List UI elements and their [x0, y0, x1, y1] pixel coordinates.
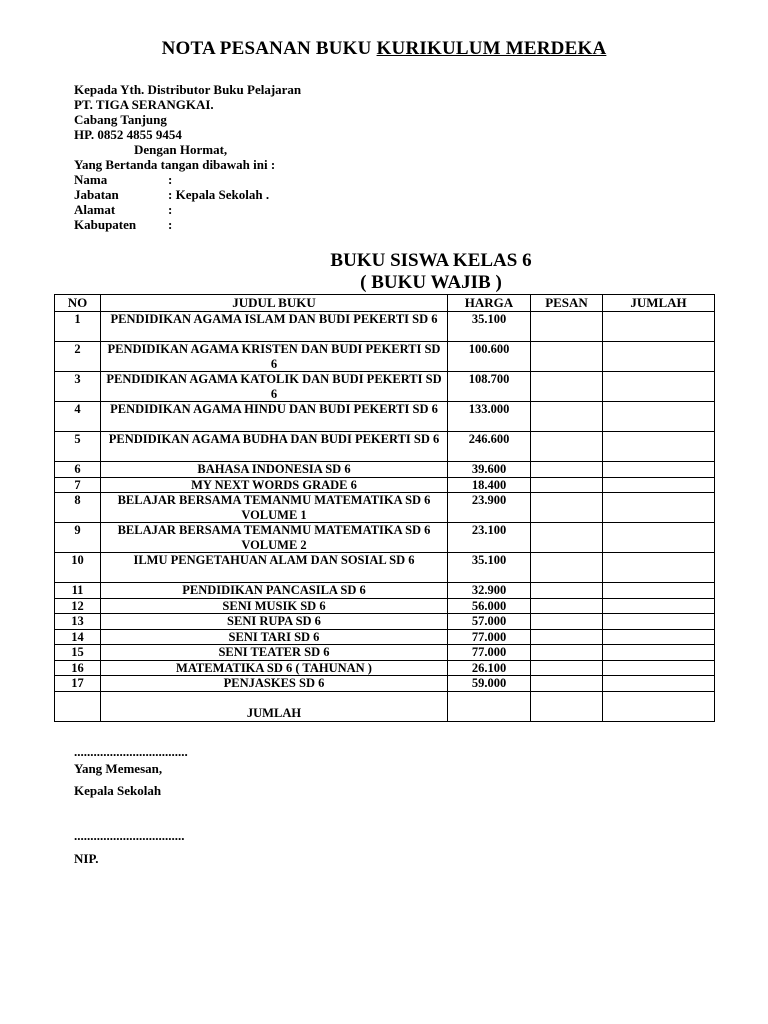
table-row: 17 PENJASKES SD 6 59.000: [55, 676, 715, 692]
amount-cell[interactable]: [603, 402, 715, 432]
table-row: 2 PENDIDIKAN AGAMA KRISTEN DAN BUDI PEKERTI SD 6 100.600: [55, 342, 715, 372]
order-cell[interactable]: [531, 598, 603, 614]
table-row: 1 PENDIDIKAN AGAMA ISLAM DAN BUDI PEKERTI SD 6 35.100: [55, 312, 715, 342]
total-row: [55, 691, 715, 721]
recipient-line: Kepada Yth. Distributor Buku Pelajaran: [74, 82, 302, 97]
order-cell[interactable]: [531, 645, 603, 661]
order-cell[interactable]: [531, 372, 603, 402]
amount-cell[interactable]: [603, 676, 715, 692]
header-no: NO: [55, 295, 101, 312]
table-row: 3 PENDIDIKAN AGAMA KATOLIK DAN BUDI PEKERTI SD 6 108.700: [55, 372, 715, 402]
branch-name: Cabang Tanjung: [74, 112, 167, 127]
order-cell[interactable]: [531, 493, 603, 523]
amount-cell[interactable]: [603, 645, 715, 661]
field-kabupaten: Kabupaten :: [74, 217, 173, 232]
amount-cell[interactable]: [603, 372, 715, 402]
table-row: 6 BAHASA INDONESIA SD 6 39.600: [55, 462, 715, 478]
field-jabatan: Jabatan : Kepala Sekolah .: [74, 187, 270, 202]
table-row: 9 BELAJAR BERSAMA TEMANMU MATEMATIKA SD 6 VOLUME 2 23.100: [55, 523, 715, 553]
header-title: JUDUL BUKU: [101, 295, 448, 312]
table-row: 10 ILMU PENGETAHUAN ALAM DAN SOSIAL SD 6 35.100: [55, 553, 715, 583]
order-cell[interactable]: [531, 553, 603, 583]
section-subtitle: ( BUKU WAJIB ): [360, 272, 502, 293]
header-price: HARGA: [448, 295, 531, 312]
intro-line: Yang Bertanda tangan dibawah ini :: [74, 157, 276, 172]
amount-cell[interactable]: [603, 629, 715, 645]
total-price-cell[interactable]: [448, 691, 531, 721]
table-row: 4 PENDIDIKAN AGAMA HINDU DAN BUDI PEKERTI SD 6 133.000: [55, 402, 715, 432]
section-heading: [0, 250, 768, 294]
order-cell[interactable]: [531, 312, 603, 342]
amount-cell[interactable]: [603, 523, 715, 553]
header-order: PESAN: [531, 295, 603, 312]
table-row: 8 BELAJAR BERSAMA TEMANMU MATEMATIKA SD 6 VOLUME 1 23.900: [55, 493, 715, 523]
header-amount: JUMLAH: [603, 295, 715, 312]
field-nama: Nama :: [74, 172, 173, 187]
order-cell[interactable]: [531, 614, 603, 630]
total-order-cell[interactable]: [531, 691, 603, 721]
amount-cell[interactable]: [603, 493, 715, 523]
order-cell[interactable]: [531, 629, 603, 645]
amount-cell[interactable]: [603, 462, 715, 478]
table-row: 16 MATEMATIKA SD 6 ( TAHUNAN ) 26.100: [55, 660, 715, 676]
date-line: ...................................: [74, 744, 188, 759]
table-header-row: [55, 295, 715, 312]
greeting: Dengan Hormat,: [134, 142, 228, 157]
order-cell[interactable]: [531, 462, 603, 478]
order-cell[interactable]: [531, 402, 603, 432]
order-cell[interactable]: [531, 583, 603, 599]
order-cell[interactable]: [531, 477, 603, 493]
order-cell[interactable]: [531, 432, 603, 462]
amount-cell[interactable]: [603, 583, 715, 599]
amount-cell[interactable]: [603, 342, 715, 372]
table-row: 15 SENI TEATER SD 6 77.000: [55, 645, 715, 661]
amount-cell[interactable]: [603, 598, 715, 614]
total-label: JUMLAH: [101, 691, 448, 721]
order-cell[interactable]: [531, 660, 603, 676]
amount-cell[interactable]: [603, 477, 715, 493]
order-cell[interactable]: [531, 676, 603, 692]
title-prefix: NOTA PESANAN BUKU: [161, 38, 377, 59]
document-title: [0, 38, 768, 60]
table-row: 11 PENDIDIKAN PANCASILA SD 6 32.900: [55, 583, 715, 599]
nip-label: NIP.: [74, 851, 99, 866]
table-row: 12 SENI MUSIK SD 6 56.000: [55, 598, 715, 614]
table-row: 13 SENI RUPA SD 6 57.000: [55, 614, 715, 630]
section-title: BUKU SISWA KELAS 6: [330, 250, 532, 271]
phone-number: HP. 0852 4855 9454: [74, 127, 182, 142]
order-cell[interactable]: [531, 342, 603, 372]
book-order-table: [54, 294, 715, 722]
amount-cell[interactable]: [603, 614, 715, 630]
table-row: 7 MY NEXT WORDS GRADE 6 18.400: [55, 477, 715, 493]
amount-cell[interactable]: [603, 660, 715, 676]
total-amount-cell[interactable]: [603, 691, 715, 721]
principal-label: Kepala Sekolah: [74, 783, 162, 798]
company-name: PT. TIGA SERANGKAI.: [74, 97, 214, 112]
table-row: 14 SENI TARI SD 6 77.000: [55, 629, 715, 645]
title-curriculum: KURIKULUM MERDEKA: [376, 38, 607, 59]
address-block: [74, 82, 301, 232]
amount-cell[interactable]: [603, 312, 715, 342]
amount-cell[interactable]: [603, 553, 715, 583]
amount-cell[interactable]: [603, 432, 715, 462]
field-alamat: Alamat :: [74, 202, 173, 217]
orderer-label: Yang Memesan,: [74, 761, 163, 776]
signature-line: ..................................: [74, 828, 185, 843]
table-row: 5 PENDIDIKAN AGAMA BUDHA DAN BUDI PEKERTI SD 6 246.600: [55, 432, 715, 462]
order-cell[interactable]: [531, 523, 603, 553]
